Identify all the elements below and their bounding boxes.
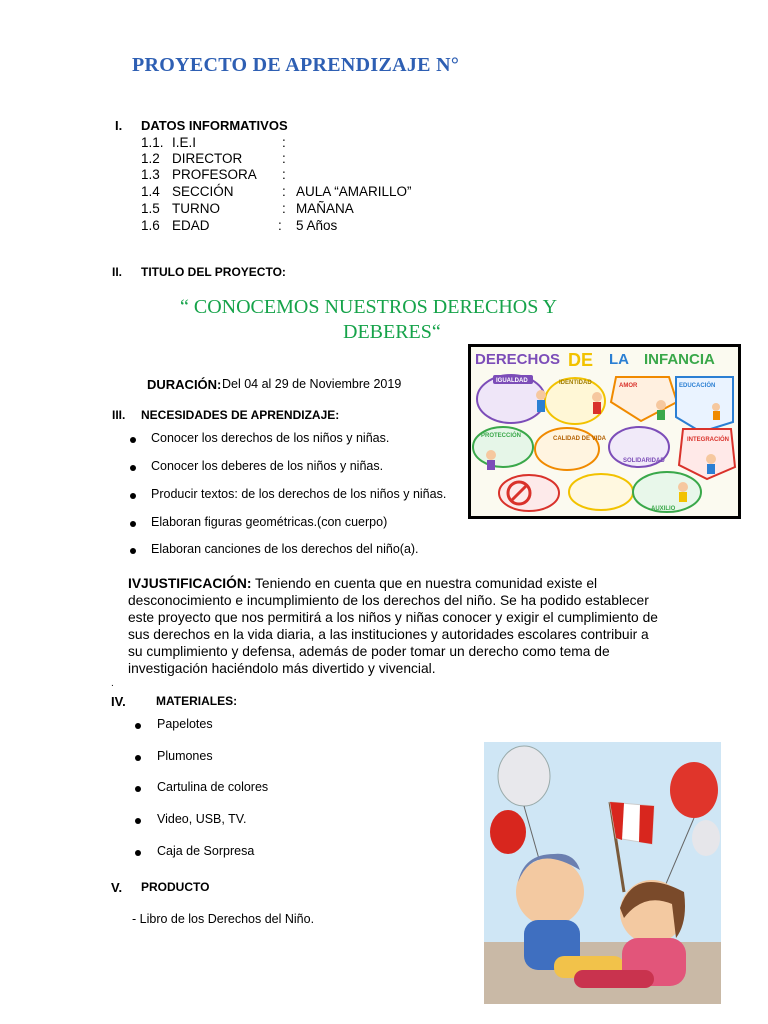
- list-item: Papelotes: [157, 717, 213, 731]
- section-5-label: V.: [111, 880, 123, 895]
- section-4-heading: MATERIALES:: [156, 694, 238, 708]
- poster-word: DE: [568, 350, 594, 370]
- poster-label: IDENTIDAD: [559, 380, 592, 386]
- bullet-icon: [130, 465, 136, 471]
- section-3-heading: NECESIDADES DE APRENDIZAJE:: [141, 408, 340, 422]
- project-title-line-2: DEBERES“: [343, 321, 441, 343]
- justification-label: IVJUSTIFICACIÓN:: [128, 576, 252, 591]
- bullet-icon: [135, 723, 141, 729]
- bullet-icon: [130, 548, 136, 554]
- section-1-label: I.: [115, 118, 123, 133]
- poster-label: INTEGRACIÓN: [687, 437, 729, 443]
- info-row-field: SECCIÓN: [172, 184, 234, 199]
- bullet-icon: [135, 786, 141, 792]
- bullet-icon: [135, 850, 141, 856]
- info-row-sep: :: [282, 151, 286, 166]
- info-row-num: 1.6: [141, 218, 160, 233]
- info-row-value: AULA “AMARILLO”: [296, 184, 412, 199]
- justification-paragraph: [128, 575, 658, 677]
- poster-label: PROTECCIÓN: [481, 433, 522, 439]
- children-icon: [484, 742, 721, 1004]
- list-item: Conocer los derechos de los niños y niñas.: [151, 431, 390, 445]
- poster-word: LA: [609, 351, 629, 368]
- balloon-icon: [498, 746, 550, 806]
- info-row-sep: :: [282, 184, 286, 199]
- info-row-value: MAÑANA: [296, 201, 354, 216]
- section-5-heading: PRODUCTO: [141, 880, 210, 894]
- bullet-icon: [130, 493, 136, 499]
- list-item: Cartulina de colores: [157, 780, 269, 794]
- info-row-sep: :: [282, 167, 286, 182]
- info-row-value: 5 Años: [296, 218, 338, 233]
- justification-text: e incumplimiento de los derechos del niño. Se ha podido establecer este proyecto que nos permitirá a los niños y niñas conocer y exigir el cumplimiento de sus derechos en la vida diaria, a las instituciones y autoridades escolares contribuir a su cumplimiento y defensa, además de poder tomar un derecho como tema de investigación haciéndolo más divertido y vivencial.: [128, 593, 658, 676]
- list-item: Caja de Sorpresa: [157, 844, 255, 858]
- document-title: PROYECTO DE APRENDIZAJE N°: [132, 54, 460, 76]
- flag-icon: [610, 802, 654, 844]
- duration-value: Del 04 al 29 de Noviembre 2019: [222, 377, 402, 391]
- poster-word: DERECHOS: [475, 351, 561, 368]
- balloon-icon: [692, 820, 720, 856]
- rights-poster-image: [468, 344, 741, 519]
- bullet-icon: [130, 521, 136, 527]
- info-row-field: TURNO: [172, 201, 220, 216]
- info-row-field: DIRECTOR: [172, 151, 243, 166]
- info-row-num: 1.3: [141, 167, 160, 182]
- rights-poster: [471, 347, 738, 516]
- poster-word: INFANCIA: [644, 351, 715, 368]
- info-row-sep: :: [282, 135, 286, 150]
- list-item: Video, USB, TV.: [157, 812, 247, 826]
- info-row-num: 1.2: [141, 151, 160, 166]
- bullet-icon: [135, 755, 141, 761]
- info-row-sep: :: [278, 218, 282, 233]
- info-row-field: I.E.I: [172, 135, 197, 150]
- section-3-label: III.: [112, 408, 126, 422]
- section-2-heading: TITULO DEL PROYECTO:: [141, 265, 286, 279]
- list-item: Conocer los deberes de los niños y niñas.: [151, 459, 384, 473]
- poster-label: EDUCACIÓN: [679, 383, 716, 389]
- balloon-icon: [490, 810, 526, 854]
- poster-label: IGUALDAD: [496, 378, 528, 384]
- section-1-heading: DATOS INFORMATIVOS: [141, 118, 288, 133]
- info-row-sep: :: [282, 201, 286, 216]
- bullet-icon: [135, 818, 141, 824]
- list-item: Elaboran canciones de los derechos del niño(a).: [151, 542, 419, 556]
- info-row-field: EDAD: [172, 218, 210, 233]
- poster-label: AUXILIO: [651, 506, 676, 512]
- section-4-label: IV.: [111, 694, 126, 709]
- poster-label: SOLIDARIDAD: [623, 458, 665, 464]
- section-4-marker: .: [111, 678, 114, 689]
- children-illustration: [484, 742, 721, 1004]
- product-item: - Libro de los Derechos del Niño.: [132, 912, 315, 926]
- section-2-label: II.: [112, 265, 123, 279]
- list-item: Plumones: [157, 749, 213, 763]
- info-row-num: 1.1.: [141, 135, 164, 150]
- info-row-num: 1.5: [141, 201, 160, 216]
- poster-label: AMOR: [619, 383, 638, 389]
- project-title-line-1: “ CONOCEMOS NUESTROS DERECHOS Y: [180, 296, 558, 318]
- poster-label: CALIDAD DE VIDA: [553, 436, 607, 442]
- list-item: Elaboran figuras geométricas.(con cuerpo): [151, 515, 388, 529]
- info-row-num: 1.4: [141, 184, 160, 199]
- list-item: Producir textos: de los derechos de los niños y niñas.: [151, 487, 447, 501]
- balloon-icon: [670, 762, 718, 818]
- justification-text-line-1: Teniendo en cuenta que en nuestra comunidad existe el desconocimiento: [128, 576, 598, 608]
- duration-label: DURACIÓN:: [147, 377, 222, 392]
- info-row-field: PROFESORA: [172, 167, 257, 182]
- bullet-icon: [130, 437, 136, 443]
